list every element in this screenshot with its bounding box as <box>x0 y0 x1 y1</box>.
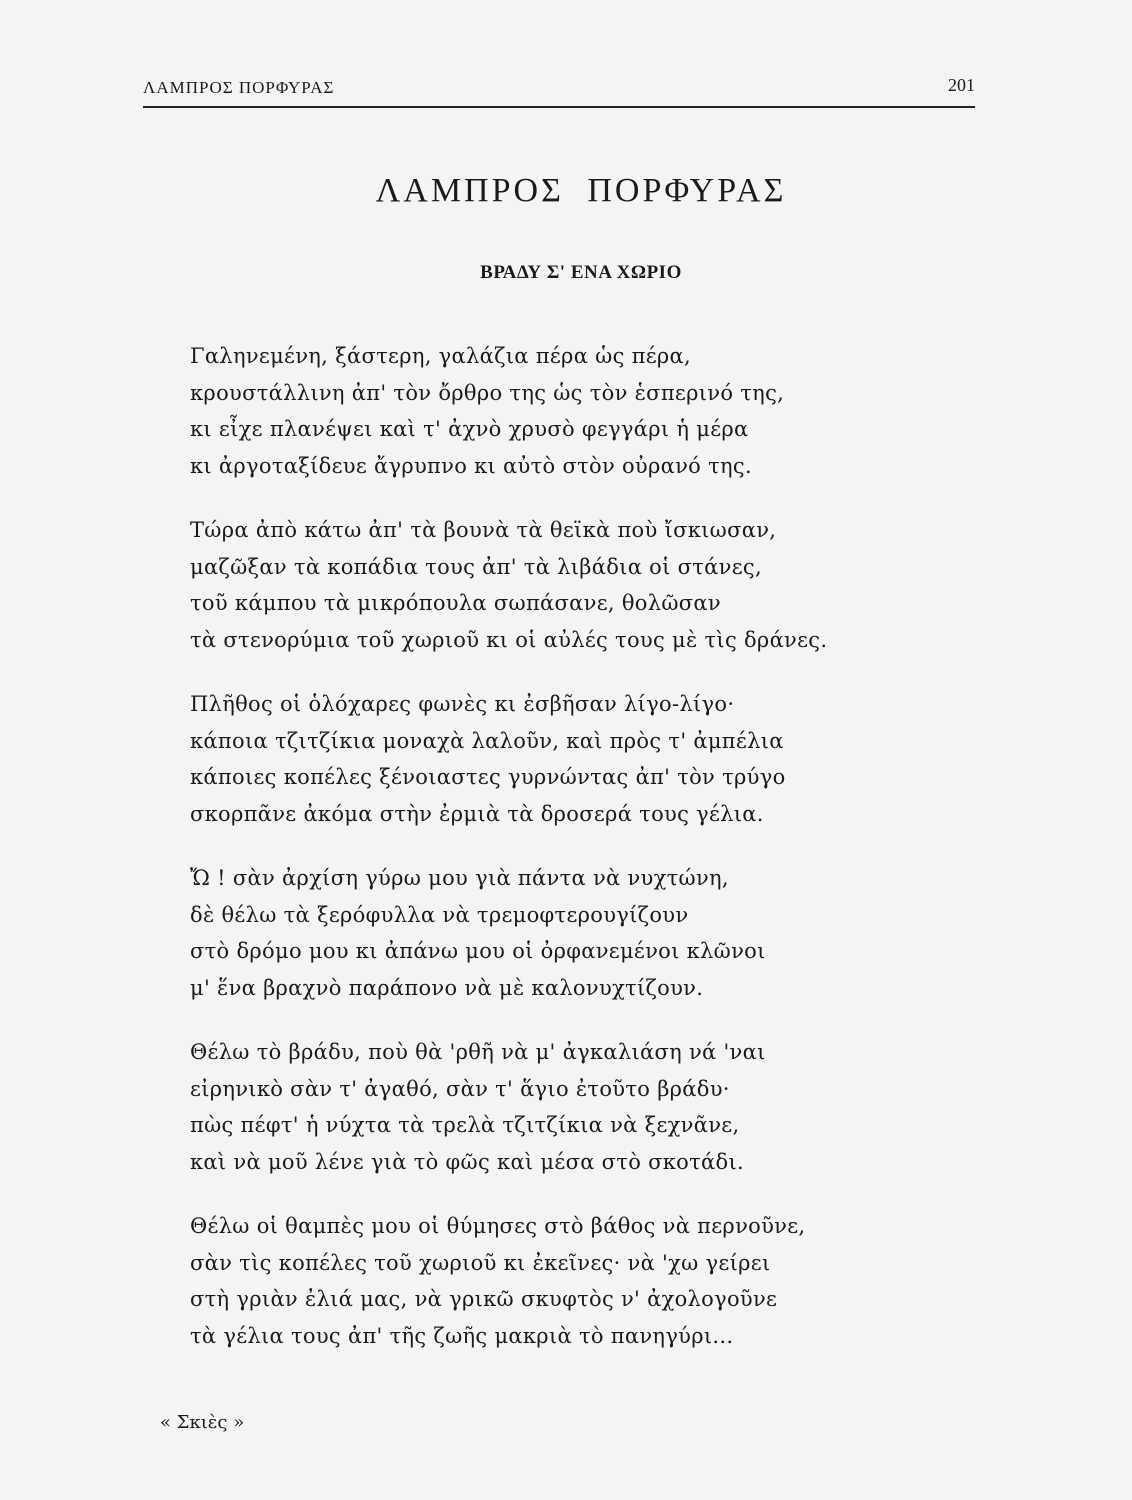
stanza <box>190 686 930 832</box>
poem-line: εἰρηνικὸ σὰν τ' ἀγαθό, σὰν τ' ἅγιο ἐτοῦτο βράδυ· <box>190 1076 730 1101</box>
running-head <box>143 75 975 102</box>
stanza <box>190 1208 930 1354</box>
poem-line: μαζῶξαν τὰ κοπάδια τους ἀπ' τὰ λιβάδια οἱ στάνες, <box>190 554 762 579</box>
poem-line: Θέλω τὸ βράδυ, ποὺ θὰ 'ρθῆ νὰ μ' ἀγκαλιάση νά 'ναι <box>190 1040 766 1064</box>
stanza <box>190 512 930 658</box>
stanza <box>190 1034 930 1180</box>
poem-line: κι ἀργοταξίδευε ἄγρυπνο κι αὐτὸ στὸν οὐρανό της. <box>190 453 752 478</box>
poem-line: Γαληνεμένη, ξάστερη, γαλάζια πέρα ὡς πέρα, <box>190 344 691 368</box>
poem-line: δὲ θέλω τὰ ξερόφυλλα νὰ τρεμοφτερουγίζουν <box>190 902 689 927</box>
stanza <box>190 860 930 1006</box>
poem-line: Πλῆθος οἱ ὁλόχαρες φωνὲς κι ἐσβῆσαν λίγο-λίγο· <box>190 692 735 716</box>
poem-line: πὼς πέφτ' ἡ νύχτα τὰ τρελὰ τζιτζίκια νὰ ξεχνᾶνε, <box>190 1113 740 1137</box>
poem-line: στὴ γριὰν ἐλιά μας, νὰ γρικῶ σκυφτὸς ν' ἀχολογοῦνε <box>190 1287 778 1311</box>
poem-line: Τώρα ἀπὸ κάτω ἀπ' τὰ βουνὰ τὰ θεϊκὰ ποὺ ἴσκιωσαν, <box>190 518 777 542</box>
poem-line: κάποιες κοπέλες ξένοιαστες γυρνώντας ἀπ' τὸν τρύγο <box>190 765 786 789</box>
running-head-author: ΛΑΜΠΡΟΣ ΠΟΡΦΥΡΑΣ <box>143 78 335 97</box>
poem-line: στὸ δρόμο μου κι ἀπάνω μου οἱ ὀρφανεμένοι κλῶνοι <box>190 939 766 963</box>
poem-line: Ὤ ! σὰν ἀρχίση γύρω μου γιὰ πάντα νὰ νυχτώνη, <box>190 866 729 890</box>
source-citation: « Σκιὲς » <box>160 1412 245 1433</box>
poem-line: κι εἶχε πλανέψει καὶ τ' ἀχνὸ χρυσὸ φεγγάρι ἡ μέρα <box>190 417 749 441</box>
header-rule <box>143 106 975 108</box>
stanza <box>190 338 930 484</box>
poem-line: Θέλω οἱ θαμπὲς μου οἱ θύμησες στὸ βάθος νὰ περνοῦνε, <box>190 1214 806 1238</box>
poem-line: καὶ νὰ μοῦ λένε γιὰ τὸ φῶς καὶ μέσα στὸ σκοτάδι. <box>190 1149 744 1174</box>
poem-line: κρουστάλλινη ἀπ' τὸν ὄρθρο της ὡς τὸν ἑσπερινό της, <box>190 380 785 405</box>
poem-line: τοῦ κάμπου τὰ μικρόπουλα σωπάσανε, θολῶσαν <box>190 591 721 615</box>
poem-line: τὰ στενορύμια τοῦ χωριοῦ κι οἱ αὐλές τους μὲ τὶς δράνες. <box>190 627 828 652</box>
poem-line: σὰν τὶς κοπέλες τοῦ χωριοῦ κι ἐκεῖνες· νὰ 'χω γείρει <box>190 1250 771 1275</box>
poem-line: σκορπᾶνε ἀκόμα στὴν ἐρμιὰ τὰ δροσερά τους γέλια. <box>190 801 764 826</box>
poem-line: κάποια τζιτζίκια μοναχὰ λαλοῦν, καὶ πρὸς τ' ἀμπέλια <box>190 728 784 753</box>
poem-title: ΒΡΑΔΥ Σ' ΕΝΑ ΧΩΡΙΟ <box>480 262 682 283</box>
poem-body <box>190 338 930 1354</box>
poem-line: τὰ γέλια τους ἀπ' τῆς ζωῆς μακριὰ τὸ πανηγύρι... <box>190 1323 734 1348</box>
page-number: 201 <box>948 75 975 95</box>
poem-author-title: ΛΑΜΠΡΟΣ ΠΟΡΦΥΡΑΣ <box>375 172 787 209</box>
poem-line: μ' ἕνα βραχνὸ παράπονο νὰ μὲ καλονυχτίζουν. <box>190 975 704 1000</box>
